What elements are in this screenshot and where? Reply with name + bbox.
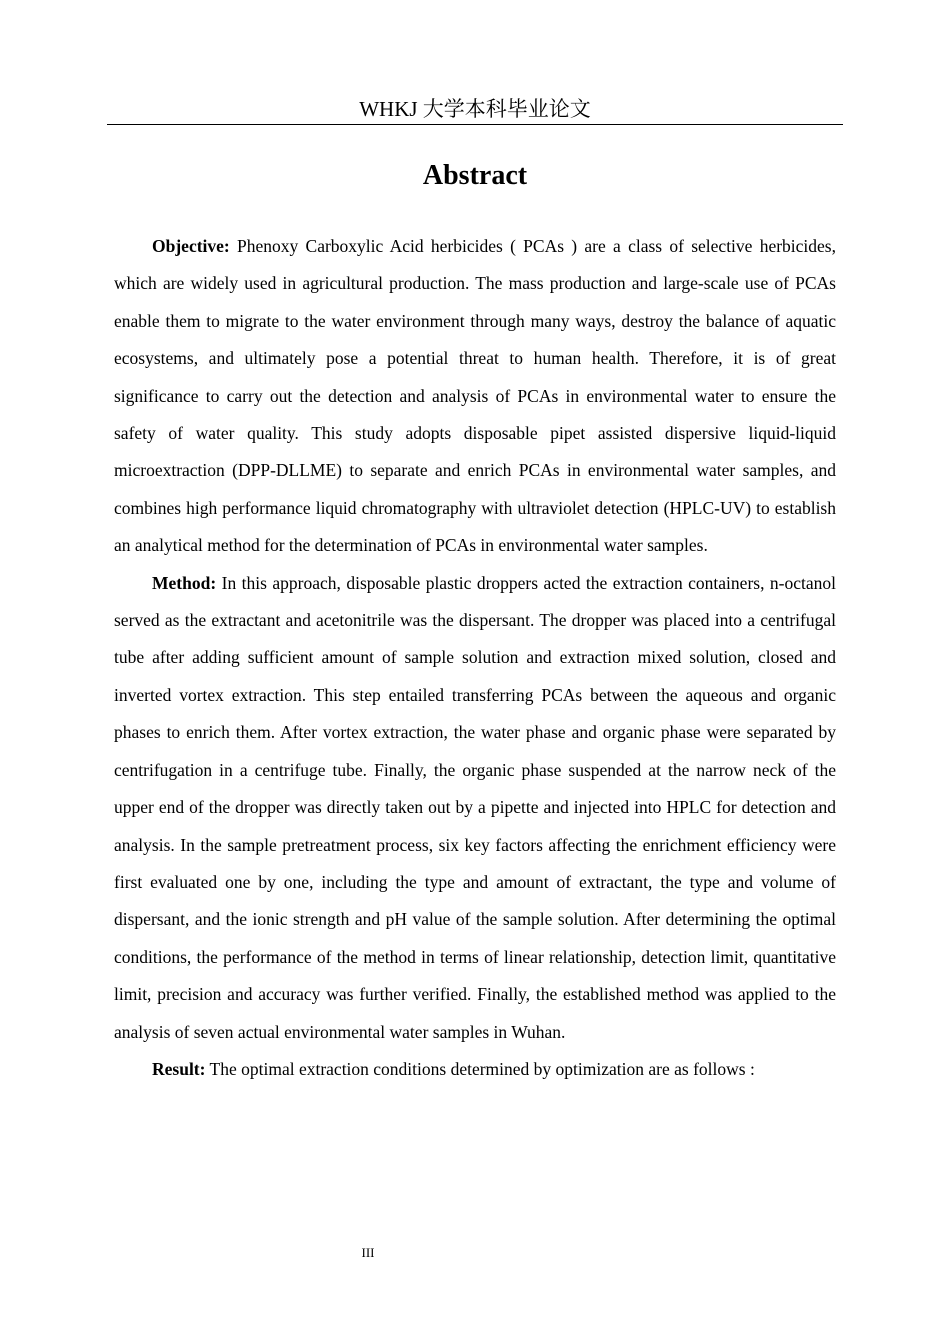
objective-label: Objective: [152, 236, 230, 256]
method-text: In this approach, disposable plastic droppers acted the extraction containers, n-octanol served as the extractant and acetonitrile was the dispersant. The dropper was placed into a centrifugal tube after adding sufficient amount of sample solution and extraction mixed solution, closed and inverted vortex extraction. This step entailed transferring PCAs between the aqueous and organic phases to enrich them. After vortex extraction, the water phase and organic phase were separated by centrifugation in a centrifuge tube. Finally, the organic phase suspended at the narrow neck of the upper end of the dropper was directly taken out by a pipette and injected into HPLC for detection and analysis. In the sample pretreatment process, six key factors affecting the enrichment efficiency were first evaluated one by one, including the type and amount of extractant, the type and volume of dispersant, and the ionic strength and pH value of the sample solution. After determining the optimal conditions, the performance of the method in terms of linear relationship, detection limit, quantitative limit, precision and accuracy was further verified. Finally, the established method was applied to the analysis of seven actual environmental water samples in Wuhan. [114, 572, 836, 1042]
method-paragraph [114, 565, 836, 1051]
result-label: Result: [152, 1058, 206, 1079]
running-header: WHKJ 大学本科毕业论文 [359, 97, 591, 121]
objective-paragraph [114, 228, 836, 565]
page-number: III [361, 1245, 375, 1260]
result-paragraph [114, 1051, 836, 1088]
method-label: Method: [152, 572, 217, 593]
abstract-body [114, 228, 836, 1088]
objective-text: Phenoxy Carboxylic Acid herbicides ( PCAs ) are a class of selective herbicides, which are widely used in agricultural production. The mass production and large-scale use of PCAs enable them to migrate to the water environment through many ways, destroy the balance of aquatic ecosystems, and ultimately pose a potential threat to human health. Therefore, it is of great significance to carry out the detection and analysis of PCAs in environmental water to ensure the safety of water quality. This study adopts disposable pipet assisted dispersive liquid-liquid microextraction (DPP-DLLME) to separate and enrich PCAs in environmental water samples, and combines high performance liquid chromatography with ultraviolet detection (HPLC-UV) to establish an analytical method for the determination of PCAs in environmental water samples. [114, 236, 836, 556]
result-text: The optimal extraction conditions determined by optimization are as follows : [205, 1058, 755, 1079]
header-rule [107, 124, 843, 125]
abstract-title: Abstract [422, 160, 528, 191]
